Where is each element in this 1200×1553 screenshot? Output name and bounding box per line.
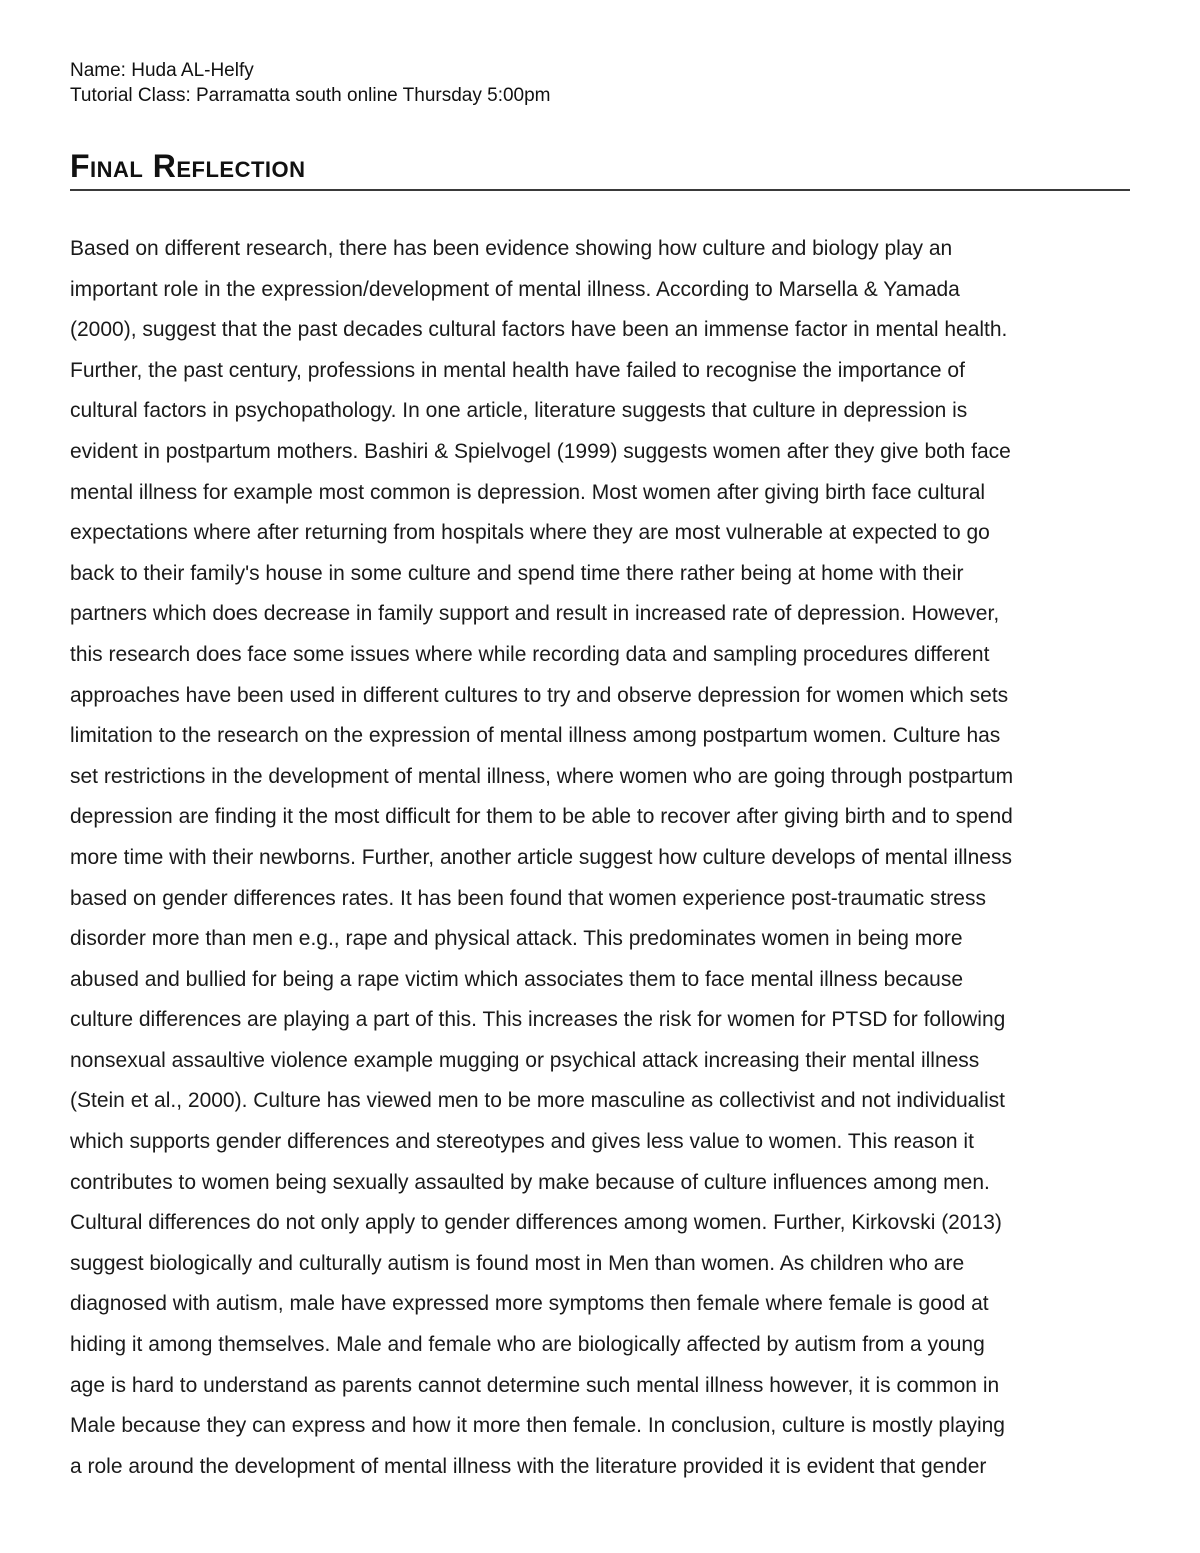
body-text-line: important role in the expression/development of mental illness. According to Marsella & Yamada: [70, 277, 960, 301]
title-underline-divider: [70, 189, 1130, 191]
body-text-line: (Stein et al., 2000). Culture has viewed men to be more masculine as collectivist and not individualist: [70, 1089, 1005, 1113]
body-text-line: nonsexual assaultive violence example mugging or psychical attack increasing their mental illness: [70, 1048, 980, 1072]
body-text-line: partners which does decrease in family support and result in increased rate of depression. However,: [70, 602, 1000, 626]
body-text-line: suggest biologically and culturally autism is found most in Men than women. As children who are: [70, 1251, 965, 1275]
body-text-line: evident in postpartum mothers. Bashiri & Spielvogel (1999) suggests women after they give both face: [70, 439, 1011, 463]
body-text-line: this research does face some issues where while recording data and sampling procedures different: [70, 642, 990, 666]
body-text-line: depression are finding it the most difficult for them to be able to recover after giving birth and to spend: [70, 805, 1013, 829]
body-text-line: limitation to the research on the expression of mental illness among postpartum women. Culture has: [70, 724, 1001, 748]
body-text-line: (2000), suggest that the past decades cultural factors have been an immense factor in mental health.: [70, 318, 1008, 342]
body-text-line: more time with their newborns. Further, another article suggest how culture develops of mental illness: [70, 845, 1012, 869]
body-text-line: cultural factors in psychopathology. In one article, literature suggests that culture in depression is: [70, 399, 968, 423]
body-text-line: expectations where after returning from hospitals where they are most vulnerable at expected to go: [70, 521, 990, 545]
body-text-line: approaches have been used in different cultures to try and observe depression for women which sets: [70, 683, 1009, 707]
page-title: Final Reflection: [70, 148, 306, 184]
body-text-line: hiding it among themselves. Male and female who are biologically affected by autism from a young: [70, 1333, 985, 1357]
body-text-line: which supports gender differences and stereotypes and gives less value to women. This reason it: [70, 1130, 974, 1154]
body-text-line: Cultural differences do not only apply to gender differences among women. Further, Kirkovski (2013): [70, 1211, 1002, 1235]
body-text-line: Further, the past century, professions in mental health have failed to recognise the importance of: [70, 358, 965, 382]
body-text-line: Based on different research, there has been evidence showing how culture and biology play an: [70, 237, 953, 260]
body-text-line: disorder more than men e.g., rape and physical attack. This predominates women in being more: [70, 927, 963, 951]
body-text-line: mental illness for example most common is depression. Most women after giving birth face cultural: [70, 480, 986, 504]
body-text-line: based on gender differences rates. It has been found that women experience post-traumatic stress: [70, 886, 986, 910]
body-text-line: abused and bullied for being a rape victim which associates them to face mental illness because: [70, 967, 964, 991]
body-text-line: Male because they can express and how it more then female. In conclusion, culture is mostly playing: [70, 1414, 1005, 1438]
body-paragraph: [70, 229, 1130, 1487]
body-text-line: diagnosed with autism, male have expressed more symptoms then female where female is good at: [70, 1292, 989, 1316]
body-text-line: a role around the development of mental illness with the literature provided it is evident that gender: [70, 1454, 987, 1478]
tutorial-class-line: Tutorial Class: Parramatta south online Thursday 5:00pm: [70, 85, 551, 106]
body-text-line: contributes to women being sexually assaulted by make because of culture influences among men.: [70, 1170, 990, 1194]
body-text-line: age is hard to understand as parents cannot determine such mental illness however, it is common in: [70, 1373, 1000, 1397]
body-text-line: set restrictions in the development of mental illness, where women who are going through postpartum: [70, 764, 1014, 788]
student-name-line: Name: Huda AL-Helfy: [70, 60, 254, 81]
body-text-line: back to their family's house in some culture and spend time there rather being at home with their: [70, 561, 964, 585]
body-text-line: culture differences are playing a part of this. This increases the risk for women for PTSD for following: [70, 1008, 1006, 1032]
